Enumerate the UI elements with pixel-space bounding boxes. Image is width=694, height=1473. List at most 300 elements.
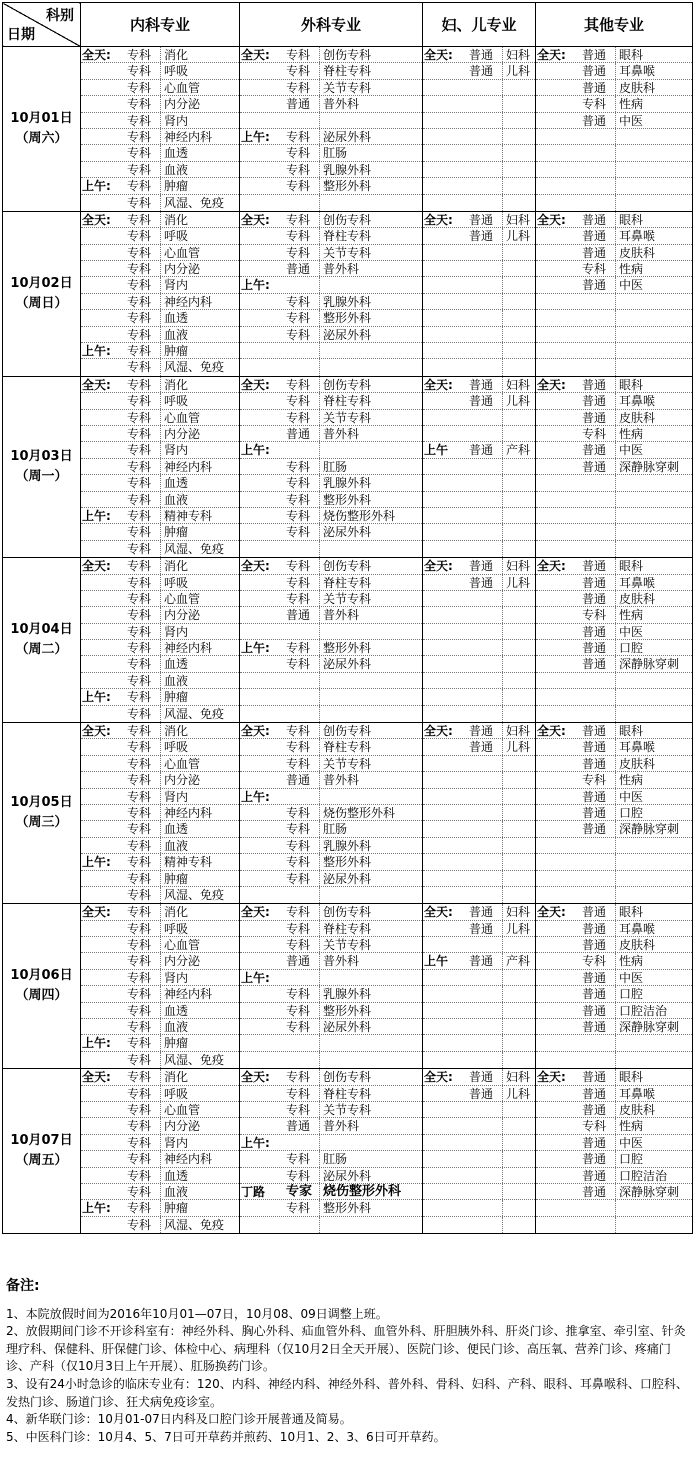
clinic-name: 内分泌 xyxy=(164,1119,201,1134)
clinic-type: 普通 xyxy=(467,921,503,936)
session-label xyxy=(81,937,125,952)
clinic-type xyxy=(467,129,503,144)
clinic-name xyxy=(616,887,692,903)
session-label xyxy=(423,970,467,985)
session-label xyxy=(240,426,284,441)
clinic-type: 专科 xyxy=(284,129,320,144)
schedule-line xyxy=(423,195,535,211)
clinic-type: 专科 xyxy=(580,1118,616,1133)
schedule-line xyxy=(423,393,535,409)
dept-cell-obgyn-peds xyxy=(423,47,536,212)
schedule-line xyxy=(240,1102,422,1118)
clinic-type: 专科 xyxy=(580,426,616,441)
clinic-type: 普通 xyxy=(467,904,503,919)
clinic-type: 专科 xyxy=(125,656,161,671)
clinic-type: 普通 xyxy=(284,96,320,111)
clinic-name: 血透 xyxy=(164,1003,189,1018)
clinic-name: 肿瘤 xyxy=(164,525,189,540)
clinic-type xyxy=(284,113,320,128)
clinic-name: 乳腺外科 xyxy=(323,987,372,1002)
session-label xyxy=(423,277,467,292)
session-label: 全天: xyxy=(241,559,270,574)
session-label xyxy=(423,393,467,408)
session-label: 上午: xyxy=(82,855,111,870)
clinic-name: 消化 xyxy=(164,1070,189,1085)
clinic-type xyxy=(467,1118,503,1133)
clinic-type xyxy=(580,145,616,160)
clinic-name: 风湿、免疫 xyxy=(164,360,225,375)
clinic-name: 内分泌 xyxy=(164,97,201,112)
clinic-type: 专科 xyxy=(284,377,320,392)
session-label xyxy=(423,1019,467,1034)
clinic-type: 普通 xyxy=(467,558,503,573)
clinic-name: 眼科 xyxy=(619,377,644,392)
clinic-name: 肾内 xyxy=(164,789,189,804)
schedule-line xyxy=(423,492,535,508)
schedule-line xyxy=(240,723,422,739)
clinic-type: 专科 xyxy=(125,228,161,243)
clinic-type: 专科 xyxy=(284,63,320,78)
clinic-name: 皮肤科 xyxy=(619,938,656,953)
clinic-name: 烧伤整形外科 xyxy=(323,805,396,820)
schedule-line xyxy=(81,805,239,821)
clinic-name xyxy=(503,129,535,144)
schedule-line xyxy=(240,1118,422,1134)
session-label xyxy=(240,1102,284,1117)
clinic-type xyxy=(284,624,320,639)
clinic-name xyxy=(503,524,535,539)
dept-cell-other xyxy=(536,904,693,1069)
dept-cell-surgery xyxy=(240,47,423,212)
clinic-name: 性病 xyxy=(619,773,644,788)
clinic-name: 乳腺外科 xyxy=(323,162,372,177)
session-label xyxy=(423,310,467,325)
clinic-name: 血液 xyxy=(164,673,189,688)
schedule-line xyxy=(240,821,422,837)
session-label xyxy=(240,624,284,639)
clinic-type xyxy=(467,459,503,474)
session-label xyxy=(423,656,467,671)
schedule-line xyxy=(536,393,692,409)
session-label xyxy=(240,805,284,820)
session-label xyxy=(81,640,125,655)
schedule-line xyxy=(240,508,422,524)
note-item: 4、新华联门诊：10月01-07日内科及口腔门诊开展普通及简易。 xyxy=(6,1412,352,1427)
schedule-line xyxy=(423,459,535,475)
clinic-name: 皮肤科 xyxy=(619,80,656,95)
session-label xyxy=(81,739,125,754)
session-label xyxy=(423,1035,467,1050)
session-label xyxy=(81,1184,125,1199)
session-label xyxy=(536,459,580,474)
clinic-type xyxy=(467,887,503,903)
clinic-type: 专科 xyxy=(284,821,320,836)
schedule-line xyxy=(240,1003,422,1019)
schedule-line xyxy=(240,393,422,409)
clinic-type: 专科 xyxy=(125,393,161,408)
schedule-line xyxy=(536,410,692,426)
session-label xyxy=(536,1151,580,1166)
clinic-type xyxy=(467,524,503,539)
schedule-line xyxy=(81,377,239,393)
clinic-name xyxy=(503,310,535,325)
schedule-line xyxy=(81,591,239,607)
clinic-name: 肿瘤 xyxy=(164,871,189,886)
clinic-type: 专科 xyxy=(125,459,161,474)
clinic-type: 专科 xyxy=(125,343,161,358)
session-label xyxy=(81,393,125,408)
clinic-type xyxy=(467,113,503,128)
clinic-type: 普通 xyxy=(467,739,503,754)
session-label: 上午: xyxy=(241,443,270,458)
schedule-line xyxy=(240,377,422,393)
schedule-line xyxy=(536,63,692,79)
clinic-name: 普外科 xyxy=(323,97,360,112)
clinic-type: 专科 xyxy=(125,739,161,754)
schedule-line xyxy=(240,261,422,277)
clinic-name: 普外科 xyxy=(323,954,360,969)
clinic-name xyxy=(503,970,535,985)
schedule-line xyxy=(536,854,692,870)
session-label xyxy=(536,575,580,590)
session-label: 全天: xyxy=(82,905,111,920)
session-label xyxy=(81,591,125,606)
clinic-type: 普通 xyxy=(467,47,503,62)
clinic-type: 专科 xyxy=(125,327,161,342)
session-label xyxy=(81,524,125,539)
clinic-name xyxy=(616,145,692,160)
schedule-line xyxy=(240,541,422,557)
schedule-line xyxy=(536,508,692,524)
schedule-line xyxy=(536,689,692,705)
session-label xyxy=(81,475,125,490)
clinic-name: 内分泌 xyxy=(164,608,201,623)
clinic-name: 深静脉穿刺 xyxy=(619,1184,680,1199)
clinic-type: 普通 xyxy=(580,442,616,457)
session-label xyxy=(536,310,580,325)
session-label xyxy=(536,656,580,671)
dept-cell-other xyxy=(536,1069,693,1234)
schedule-line xyxy=(81,113,239,129)
clinic-type: 专科 xyxy=(284,1086,320,1101)
clinic-type xyxy=(467,96,503,111)
session-label xyxy=(240,756,284,771)
schedule-line xyxy=(423,871,535,887)
clinic-type: 专科 xyxy=(284,739,320,754)
clinic-name: 创伤专科 xyxy=(323,377,372,392)
clinic-type xyxy=(467,970,503,985)
session-label xyxy=(536,970,580,985)
clinic-type: 专科 xyxy=(284,986,320,1001)
schedule-line xyxy=(536,575,692,591)
schedule-line xyxy=(536,1086,692,1102)
schedule-line xyxy=(423,591,535,607)
clinic-type xyxy=(580,689,616,704)
clinic-type: 专科 xyxy=(125,1217,161,1233)
schedule-line xyxy=(81,1118,239,1134)
session-label xyxy=(423,261,467,276)
clinic-name xyxy=(616,1052,692,1068)
clinic-name: 内分泌 xyxy=(164,773,201,788)
schedule-line xyxy=(81,195,239,211)
clinic-type xyxy=(580,343,616,358)
session-label xyxy=(536,937,580,952)
clinic-type: 普通 xyxy=(580,575,616,590)
session-label xyxy=(536,1168,580,1183)
clinic-type xyxy=(580,838,616,853)
clinic-type: 普通 xyxy=(467,1069,503,1084)
dept-cell-obgyn-peds xyxy=(423,558,536,723)
clinic-type xyxy=(467,1200,503,1215)
session-label xyxy=(81,113,125,128)
clinic-type: 专科 xyxy=(284,723,320,738)
session-label xyxy=(81,953,125,968)
clinic-type: 专科 xyxy=(125,706,161,722)
schedule-line xyxy=(240,310,422,326)
schedule-line xyxy=(536,162,692,178)
schedule-line xyxy=(423,245,535,261)
schedule-line xyxy=(536,310,692,326)
clinic-type xyxy=(467,656,503,671)
clinic-type: 普通 xyxy=(580,1003,616,1018)
clinic-name: 消化 xyxy=(164,724,189,739)
clinic-type: 专科 xyxy=(125,558,161,573)
schedule-line xyxy=(240,871,422,887)
dept-cell-surgery xyxy=(240,376,423,557)
session-label xyxy=(240,1118,284,1133)
session-label: 全天: xyxy=(82,1070,111,1085)
date-cell xyxy=(3,1069,81,1234)
clinic-type: 普通 xyxy=(580,47,616,62)
clinic-type xyxy=(284,359,320,375)
clinic-name xyxy=(320,277,422,292)
clinic-name: 普外科 xyxy=(323,426,360,441)
clinic-type xyxy=(284,343,320,358)
schedule-line xyxy=(423,575,535,591)
schedule-line xyxy=(423,113,535,129)
weekday-label: （周五） xyxy=(15,1153,68,1169)
clinic-type xyxy=(467,310,503,325)
clinic-name: 儿科 xyxy=(506,1086,531,1101)
schedule-line xyxy=(536,739,692,755)
clinic-name: 肿瘤 xyxy=(164,1201,189,1216)
session-label: 全天: xyxy=(537,377,566,392)
clinic-type xyxy=(467,475,503,490)
clinic-type: 专科 xyxy=(125,723,161,738)
clinic-type: 普通 xyxy=(580,937,616,952)
schedule-line xyxy=(81,607,239,623)
schedule-line xyxy=(81,673,239,689)
session-label xyxy=(536,739,580,754)
clinic-type xyxy=(467,410,503,425)
schedule-line xyxy=(423,442,535,458)
schedule-line xyxy=(536,904,692,920)
session-label xyxy=(536,277,580,292)
session-label: 上午: xyxy=(241,641,270,656)
session-label xyxy=(423,63,467,78)
session-label xyxy=(81,772,125,787)
session-label xyxy=(423,162,467,177)
session-label xyxy=(423,343,467,358)
clinic-name xyxy=(616,178,692,193)
clinic-name xyxy=(320,970,422,985)
clinic-name xyxy=(503,162,535,177)
clinic-name: 整形外科 xyxy=(323,492,372,507)
schedule-line xyxy=(423,1035,535,1051)
schedule-line xyxy=(423,359,535,375)
clinic-type xyxy=(284,673,320,688)
clinic-type xyxy=(467,591,503,606)
clinic-type xyxy=(467,789,503,804)
clinic-name: 肾内 xyxy=(164,1135,189,1150)
clinic-type xyxy=(467,937,503,952)
clinic-name: 精神专科 xyxy=(164,855,213,870)
clinic-name: 耳鼻喉 xyxy=(619,575,656,590)
schedule-line xyxy=(240,294,422,310)
clinic-name xyxy=(503,1184,535,1199)
session-label xyxy=(81,970,125,985)
schedule-line xyxy=(423,145,535,161)
clinic-name: 儿科 xyxy=(506,575,531,590)
session-label xyxy=(240,393,284,408)
clinic-name xyxy=(320,541,422,557)
clinic-name xyxy=(320,673,422,688)
clinic-type: 专科 xyxy=(284,656,320,671)
session-label xyxy=(240,1035,284,1050)
session-label xyxy=(81,145,125,160)
col-header-obgyn-peds: 妇、儿专业 xyxy=(423,3,536,47)
session-label xyxy=(81,277,125,292)
session-label xyxy=(536,805,580,820)
clinic-name: 血透 xyxy=(164,146,189,161)
schedule-line xyxy=(81,393,239,409)
schedule-line xyxy=(423,508,535,524)
schedule-line xyxy=(81,410,239,426)
dept-cell-obgyn-peds xyxy=(423,376,536,557)
clinic-type: 专科 xyxy=(284,1200,320,1215)
session-label xyxy=(240,706,284,722)
clinic-name: 整形外科 xyxy=(323,1003,372,1018)
session-label: 全天: xyxy=(82,48,111,62)
clinic-type: 专科 xyxy=(125,245,161,260)
session-label: 全天: xyxy=(82,559,111,574)
schedule-line xyxy=(240,937,422,953)
clinic-type xyxy=(467,1019,503,1034)
schedule-line xyxy=(536,1102,692,1118)
clinic-name: 脊柱专科 xyxy=(323,64,372,79)
dept-cell-other xyxy=(536,47,693,212)
clinic-type: 专科 xyxy=(125,1102,161,1117)
clinic-type xyxy=(467,80,503,95)
schedule-line xyxy=(81,524,239,540)
schedule-line xyxy=(536,195,692,211)
clinic-name: 呼吸 xyxy=(164,1086,189,1101)
session-label xyxy=(240,294,284,309)
schedule-line xyxy=(240,772,422,788)
schedule-line xyxy=(536,756,692,772)
clinic-type: 专科 xyxy=(284,904,320,919)
clinic-name: 眼科 xyxy=(619,48,644,62)
clinic-name xyxy=(503,294,535,309)
session-label xyxy=(423,475,467,490)
schedule-line xyxy=(536,475,692,491)
session-label xyxy=(423,327,467,342)
clinic-type: 专科 xyxy=(284,459,320,474)
schedule-line xyxy=(536,887,692,903)
session-label xyxy=(240,524,284,539)
clinic-type: 专科 xyxy=(125,1035,161,1050)
session-label xyxy=(536,63,580,78)
clinic-type xyxy=(467,1217,503,1233)
schedule-line xyxy=(81,261,239,277)
schedule-line xyxy=(423,904,535,920)
clinic-name xyxy=(616,294,692,309)
schedule-line xyxy=(536,673,692,689)
clinic-name: 性病 xyxy=(619,1119,644,1134)
session-label xyxy=(536,1217,580,1233)
clinic-type: 专科 xyxy=(125,821,161,836)
clinic-type: 普通 xyxy=(467,1086,503,1101)
session-label: 上午: xyxy=(82,1036,111,1051)
clinic-name: 口腔洁治 xyxy=(619,1003,668,1018)
clinic-type xyxy=(467,294,503,309)
clinic-name xyxy=(320,343,422,358)
session-label xyxy=(536,129,580,144)
clinic-name xyxy=(616,162,692,177)
session-label xyxy=(240,673,284,688)
clinic-name: 关节专科 xyxy=(323,80,372,95)
clinic-name: 口腔 xyxy=(619,805,644,820)
clinic-name: 心血管 xyxy=(164,1103,201,1117)
schedule-line xyxy=(536,294,692,310)
schedule-line xyxy=(536,1168,692,1184)
schedule-line xyxy=(536,96,692,112)
clinic-type: 普通 xyxy=(580,986,616,1001)
schedule-line xyxy=(423,129,535,145)
clinic-type: 专科 xyxy=(284,245,320,260)
clinic-name: 血液 xyxy=(164,838,189,853)
session-label xyxy=(423,805,467,820)
clinic-name: 脊柱专科 xyxy=(323,740,372,755)
clinic-name: 普外科 xyxy=(323,262,360,277)
clinic-name: 泌尿外科 xyxy=(323,657,372,672)
clinic-type xyxy=(467,162,503,177)
schedule-line xyxy=(240,492,422,508)
clinic-type: 普通 xyxy=(580,789,616,804)
clinic-type: 专科 xyxy=(125,904,161,919)
clinic-type xyxy=(580,1035,616,1050)
dept-cell-internal xyxy=(81,47,240,212)
clinic-name: 消化 xyxy=(164,48,189,62)
clinic-type xyxy=(580,129,616,144)
schedule-line xyxy=(81,986,239,1002)
dept-cell-other xyxy=(536,376,693,557)
clinic-name: 神经内科 xyxy=(164,294,213,309)
clinic-name xyxy=(503,591,535,606)
clinic-name xyxy=(616,508,692,523)
session-label: 全天: xyxy=(241,1070,270,1085)
clinic-name: 普外科 xyxy=(323,1119,360,1134)
clinic-type xyxy=(467,772,503,787)
clinic-type: 专家 xyxy=(284,1184,320,1199)
clinic-name: 耳鼻喉 xyxy=(619,394,656,409)
clinic-name xyxy=(320,1217,422,1233)
schedule-line xyxy=(536,442,692,458)
clinic-type: 普通 xyxy=(580,1184,616,1199)
clinic-name: 眼科 xyxy=(619,559,644,574)
session-label xyxy=(536,706,580,722)
clinic-type: 专科 xyxy=(284,1069,320,1084)
